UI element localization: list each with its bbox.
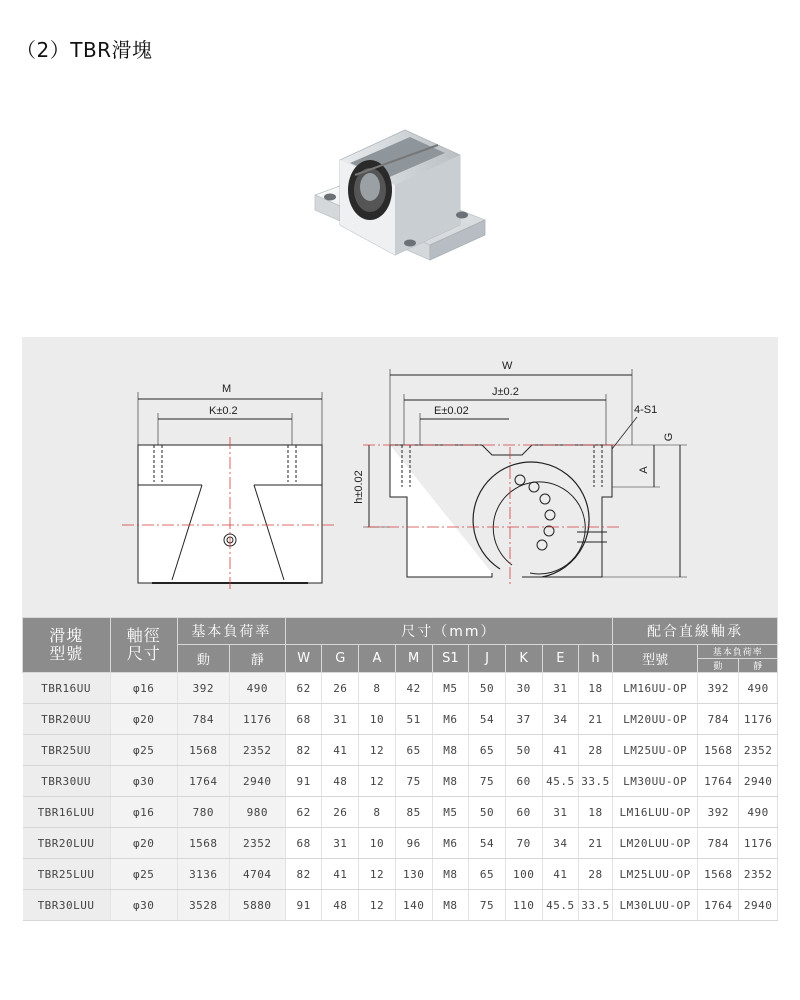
table-cell: 8 — [359, 797, 396, 828]
table-cell: 34 — [542, 828, 579, 859]
table-cell: 3136 — [177, 859, 229, 890]
table-row — [23, 828, 778, 859]
table-cell: TBR25UU — [23, 735, 111, 766]
table-cell: TBR30UU — [23, 766, 111, 797]
table-row — [23, 766, 778, 797]
header-dimensions: 尺寸（mm） — [285, 618, 612, 645]
header-model: 滑塊 型號 — [23, 618, 111, 673]
table-cell: 28 — [579, 735, 613, 766]
dim-label-J: J±0.2 — [492, 386, 519, 398]
table-cell: 780 — [177, 797, 229, 828]
table-cell: 10 — [359, 704, 396, 735]
table-cell: M8 — [432, 859, 469, 890]
table-cell: LM20UU-OP — [612, 704, 698, 735]
table-cell: 54 — [469, 704, 506, 735]
table-cell: φ25 — [110, 735, 177, 766]
table-cell: TBR16LUU — [23, 797, 111, 828]
table-cell: 41 — [322, 859, 359, 890]
table-cell: M8 — [432, 735, 469, 766]
table-cell: 65 — [395, 735, 432, 766]
dim-label-G: G — [663, 432, 675, 442]
table-cell: φ16 — [110, 797, 177, 828]
table-cell: 12 — [359, 766, 396, 797]
dim-label-M: M — [222, 383, 232, 395]
dim-label-W: W — [502, 360, 513, 372]
table-cell: 130 — [395, 859, 432, 890]
table-cell: 82 — [285, 735, 322, 766]
header-bearing-load: 基本負荷率 — [698, 645, 778, 659]
table-cell: 51 — [395, 704, 432, 735]
table-cell: 75 — [469, 766, 506, 797]
table-cell: LM16UU-OP — [612, 673, 698, 704]
table-cell: 5880 — [229, 890, 285, 921]
table-cell: 26 — [322, 797, 359, 828]
table-cell: 10 — [359, 828, 396, 859]
table-cell: 31 — [542, 797, 579, 828]
table-cell: 50 — [469, 797, 506, 828]
table-cell: 41 — [322, 735, 359, 766]
table-cell: LM30LUU-OP — [612, 890, 698, 921]
dim-label-K: K±0.2 — [209, 405, 238, 417]
header-dim-A: A — [359, 645, 396, 673]
table-cell: 31 — [322, 704, 359, 735]
table-row — [23, 704, 778, 735]
table-cell: 1176 — [739, 704, 778, 735]
header-dim-G: G — [322, 645, 359, 673]
header-dim-W: W — [285, 645, 322, 673]
table-cell: M6 — [432, 704, 469, 735]
table-cell: LM25UU-OP — [612, 735, 698, 766]
table-cell: TBR25LUU — [23, 859, 111, 890]
table-row — [23, 890, 778, 921]
table-row — [23, 859, 778, 890]
table-cell: 784 — [177, 704, 229, 735]
table-cell: 65 — [469, 859, 506, 890]
spec-table — [22, 617, 778, 921]
table-cell: LM16LUU-OP — [612, 797, 698, 828]
header-bearing: 配合直線軸承 — [612, 618, 777, 645]
table-cell: 41 — [542, 735, 579, 766]
table-cell: 82 — [285, 859, 322, 890]
table-cell: 1764 — [177, 766, 229, 797]
table-cell: 70 — [505, 828, 542, 859]
table-cell: 980 — [229, 797, 285, 828]
table-cell: 784 — [698, 828, 739, 859]
table-cell: 33.5 — [579, 766, 613, 797]
table-cell: 12 — [359, 859, 396, 890]
table-cell: 54 — [469, 828, 506, 859]
table-cell: 26 — [322, 673, 359, 704]
table-cell: φ16 — [110, 673, 177, 704]
table-cell: 41 — [542, 859, 579, 890]
table-cell: M5 — [432, 797, 469, 828]
table-cell: 140 — [395, 890, 432, 921]
table-row — [23, 735, 778, 766]
header-dim-J: J — [469, 645, 506, 673]
table-cell: 392 — [698, 673, 739, 704]
table-cell: 50 — [505, 735, 542, 766]
table-cell: 110 — [505, 890, 542, 921]
table-cell: 490 — [739, 673, 778, 704]
table-cell: 62 — [285, 673, 322, 704]
header-dim-h: h — [579, 645, 613, 673]
table-cell: 12 — [359, 735, 396, 766]
header-dim-E: E — [542, 645, 579, 673]
table-cell: 62 — [285, 797, 322, 828]
dim-label-h: h±0.02 — [353, 470, 365, 504]
table-cell: 91 — [285, 890, 322, 921]
table-cell: LM30UU-OP — [612, 766, 698, 797]
table-cell: TBR16UU — [23, 673, 111, 704]
table-cell: φ20 — [110, 828, 177, 859]
table-cell: 2940 — [739, 766, 778, 797]
table-cell: TBR30LUU — [23, 890, 111, 921]
table-row — [23, 797, 778, 828]
table-cell: 1568 — [698, 859, 739, 890]
header-dim-S1: S1 — [432, 645, 469, 673]
table-cell: 33.5 — [579, 890, 613, 921]
table-cell: 392 — [698, 797, 739, 828]
table-cell: 1176 — [229, 704, 285, 735]
table-cell: M5 — [432, 673, 469, 704]
table-cell: 48 — [322, 766, 359, 797]
table-cell: 8 — [359, 673, 396, 704]
table-cell: 1568 — [177, 735, 229, 766]
dim-label-A: A — [638, 466, 650, 474]
header-shaft-size: 軸徑 尺寸 — [110, 618, 177, 673]
table-cell: 31 — [322, 828, 359, 859]
header-bearing-static: 靜 — [739, 659, 778, 673]
table-cell: 784 — [698, 704, 739, 735]
table-cell: 1568 — [698, 735, 739, 766]
dim-label-E: E±0.02 — [434, 405, 469, 417]
table-cell: LM25LUU-OP — [612, 859, 698, 890]
table-cell: 4704 — [229, 859, 285, 890]
table-cell: 31 — [542, 673, 579, 704]
table-cell: 2352 — [229, 828, 285, 859]
table-cell: φ25 — [110, 859, 177, 890]
table-cell: LM20LUU-OP — [612, 828, 698, 859]
header-bearing-dynamic: 動 — [698, 659, 739, 673]
table-cell: 2352 — [229, 735, 285, 766]
table-cell: 1764 — [698, 890, 739, 921]
table-cell: 1568 — [177, 828, 229, 859]
table-cell: 85 — [395, 797, 432, 828]
table-cell: TBR20LUU — [23, 828, 111, 859]
table-cell: 96 — [395, 828, 432, 859]
table-cell: 490 — [739, 797, 778, 828]
page-title: （2）TBR滑塊 — [16, 38, 153, 62]
table-cell: 50 — [469, 673, 506, 704]
table-cell: TBR20UU — [23, 704, 111, 735]
table-cell: φ30 — [110, 766, 177, 797]
table-cell: 34 — [542, 704, 579, 735]
table-cell: 60 — [505, 797, 542, 828]
table-row — [23, 673, 778, 704]
table-cell: 91 — [285, 766, 322, 797]
table-cell: 392 — [177, 673, 229, 704]
dim-label-S: 4-S1 — [634, 404, 658, 416]
table-cell: 2352 — [739, 735, 778, 766]
table-cell: M8 — [432, 766, 469, 797]
header-dim-M: M — [395, 645, 432, 673]
table-cell: 30 — [505, 673, 542, 704]
table-cell: 21 — [579, 704, 613, 735]
table-cell: 2940 — [229, 766, 285, 797]
table-cell: 18 — [579, 673, 613, 704]
table-cell: 45.5 — [542, 766, 579, 797]
product-photo — [310, 115, 490, 295]
table-cell: 48 — [322, 890, 359, 921]
technical-drawing — [22, 337, 778, 617]
header-dim-K: K — [505, 645, 542, 673]
table-cell: 42 — [395, 673, 432, 704]
table-cell: 21 — [579, 828, 613, 859]
table-cell: 100 — [505, 859, 542, 890]
header-basic-load: 基本負荷率 — [177, 618, 285, 645]
table-cell: 65 — [469, 735, 506, 766]
table-cell: 3528 — [177, 890, 229, 921]
table-cell: 1764 — [698, 766, 739, 797]
table-cell: 2940 — [739, 890, 778, 921]
table-cell: 75 — [395, 766, 432, 797]
table-cell: 45.5 — [542, 890, 579, 921]
table-cell: 37 — [505, 704, 542, 735]
table-cell: 490 — [229, 673, 285, 704]
table-cell: φ20 — [110, 704, 177, 735]
table-cell: 75 — [469, 890, 506, 921]
table-cell: M6 — [432, 828, 469, 859]
header-bearing-model: 型號 — [612, 645, 698, 673]
table-cell: 68 — [285, 704, 322, 735]
table-cell: M8 — [432, 890, 469, 921]
table-cell: φ30 — [110, 890, 177, 921]
header-static: 靜 — [229, 645, 285, 673]
table-cell: 1176 — [739, 828, 778, 859]
table-cell: 12 — [359, 890, 396, 921]
table-cell: 18 — [579, 797, 613, 828]
table-cell: 60 — [505, 766, 542, 797]
table-cell: 28 — [579, 859, 613, 890]
table-cell: 68 — [285, 828, 322, 859]
table-cell: 2352 — [739, 859, 778, 890]
header-dynamic: 動 — [177, 645, 229, 673]
